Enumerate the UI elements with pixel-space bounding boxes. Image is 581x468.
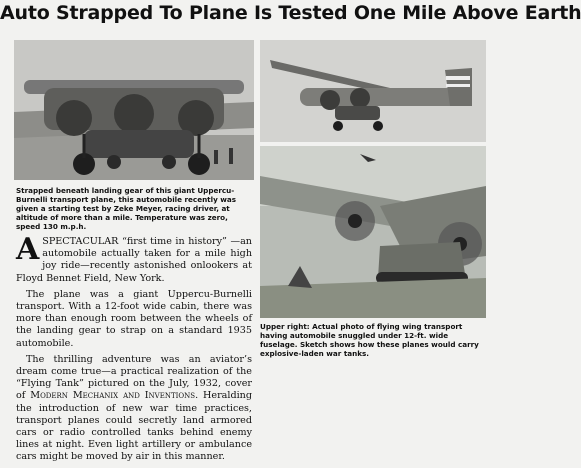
headline: Auto Strapped To Plane Is Tested One Mile Above Earth: [0, 2, 581, 24]
article-paragraph-3-text-b: . Heralding the introduction of new war time practices, transport planes could secretly land armored cars or radio controlled tanks behind enemy lines at night. Even light artillery or ambulance cars might be moved by air in this manner.: [16, 390, 252, 463]
photo-caption-right: Upper right: Actual photo of flying wing transport having automobile snuggled under 12-ft. wide fuselage. Sketch shows how these planes would carry explosive-laden war tanks.: [260, 322, 479, 358]
article-paragraph-1: [16, 232, 252, 285]
article-paragraph-3-text-a: The thrilling adventure was an aviator’s dream come true—a practical realization of the “Flying Tank” pictured on the July, 1932, cover of: [16, 353, 252, 402]
drop-cap: A: [16, 232, 40, 267]
article-paragraph-2: The plane was a giant Uppercu-Burnelli transport. With a 12-foot wide cabin, there was more than enough room between the wheels of the landing gear to strap on a standard 1935 automobile.: [16, 288, 252, 349]
article-paragraph-3: [16, 354, 252, 464]
article-paragraph-1-text: SPECTACULAR “first time in history” —an automobile actually taken for a mile high joy ride—recently astonished onlookers at Floyd Bennet Field, New York.: [16, 236, 252, 284]
sketch-flying-tank: [260, 146, 486, 318]
magazine-name: Modern Mechanix and Inventions: [30, 390, 196, 402]
photo-plane-with-car: [14, 40, 254, 180]
article-body: [16, 232, 252, 468]
photo-caption-left: Strapped beneath landing gear of this giant Uppercu-Burnelli transport plane, this automobile recently was given a starting test by Zeke Meyer, racing driver, at altitude of more than a mile. Temperature was zero, speed 130 m.p.h.: [16, 186, 237, 231]
photo-plane-in-flight: [260, 40, 486, 142]
